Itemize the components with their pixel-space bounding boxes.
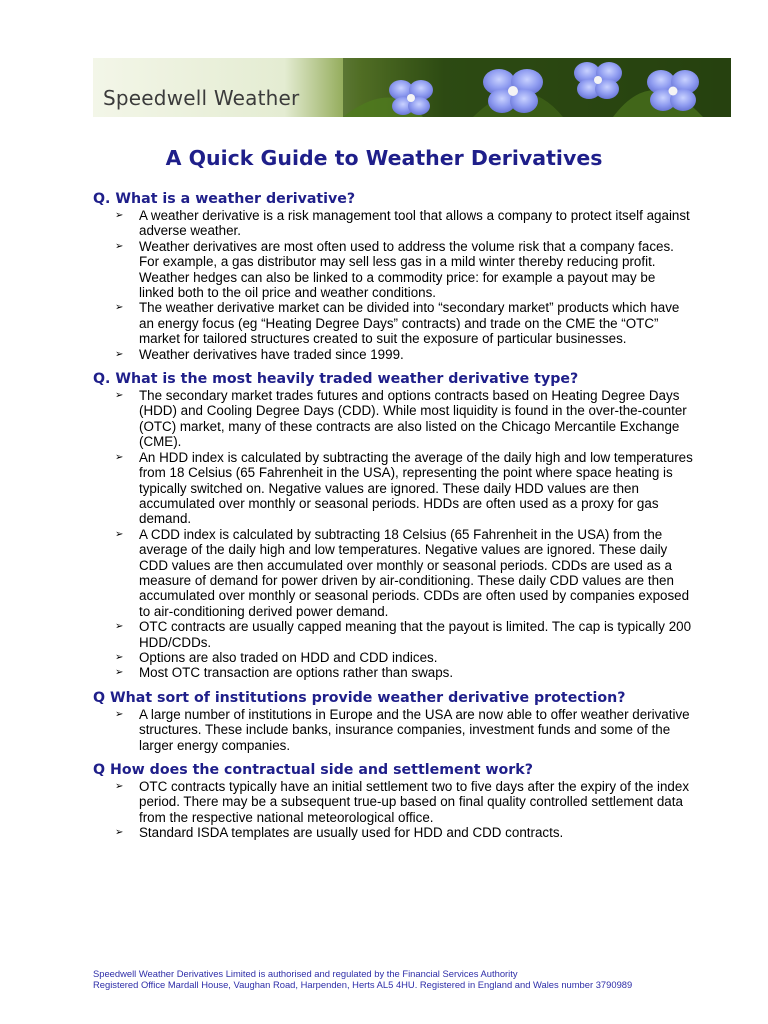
list-item-text: The weather derivative market can be divided into “secondary market” products which have an energy focus (eg “Heating Degree Days” contracts) and trade on the CME the “OTC” market for tailored structures created to suit the exposure of particular businesses. — [139, 300, 680, 347]
list-item-text: The secondary market trades futures and options contracts based on Heating Degree Days (HDD) and Cooling Degree Days (CDD). While most liquidity is found in the over-the-counter (OTC) market, many of these contracts are also listed on the Chicago Mercantile Exchange (CME). — [139, 388, 687, 450]
arrow-bullet-icon: ➢ — [115, 302, 124, 314]
list-item — [93, 347, 693, 362]
list-item — [93, 619, 693, 650]
list-item-text: An HDD index is calculated by subtracting the average of the daily high and low temperatures from 18 Celsius (65 Fahrenheit in the USA), representing the point where space heating is typically switched on. Negative values are ignored. These daily HDD values are then accumulated over monthly or seasonal periods. HDDs are often used as a proxy for gas demand. — [139, 449, 693, 527]
arrow-bullet-icon: ➢ — [115, 390, 124, 402]
header-banner — [93, 58, 731, 117]
list-item — [93, 665, 693, 680]
question-heading: Q What sort of institutions provide weather derivative protection? — [93, 689, 626, 706]
regulatory-notice: Speedwell Weather Derivatives Limited is authorised and regulated by the Financial Services Authority — [93, 968, 518, 979]
list-item-text: A CDD index is calculated by subtracting 18 Celsius (65 Fahrenheit in the USA) from the average of the daily high and low temperatures. Negative values are ignored. These daily CDD values are then accumulated over monthly or seasonal periods. CDDs are used as a measure of demand for power driven by air-conditioning. These daily CDD values are then accumulated over monthly or seasonal periods. CDDs are often used by companies exposed to air-conditioning derived power demand. — [139, 526, 690, 619]
arrow-bullet-icon: ➢ — [115, 451, 124, 463]
arrow-bullet-icon: ➢ — [115, 210, 124, 221]
answer-list — [93, 208, 693, 362]
arrow-bullet-icon: ➢ — [115, 781, 124, 792]
list-item-text: OTC contracts typically have an initial settlement two to five days after the expiry of the index period. There may be a subsequent true-up based on final quality controlled settlement data from the respective national meteorological office. — [139, 779, 690, 825]
list-item — [93, 239, 693, 301]
faq-section — [93, 191, 693, 362]
list-item-text: OTC contracts are usually capped meaning that the payout is limited. The cap is typically 200 HDD/CDDs. — [139, 619, 692, 650]
list-item-text: Weather derivatives have traded since 1999. — [139, 346, 404, 362]
list-item-text: Standard ISDA templates are usually used for HDD and CDD contracts. — [139, 825, 564, 841]
question-heading: Q How does the contractual side and settlement work? — [93, 762, 533, 778]
arrow-bullet-icon: ➢ — [115, 651, 124, 663]
list-item — [93, 208, 693, 239]
arrow-bullet-icon: ➢ — [115, 708, 124, 720]
brand-name: Speedwell Weather — [103, 86, 300, 110]
arrow-bullet-icon: ➢ — [115, 827, 124, 839]
faq-section — [93, 371, 693, 681]
list-item-text: Weather derivatives are most often used to address the volume risk that a company faces. For example, a gas distributor may sell less gas in a mild winter thereby reducing profit. Weather hedges can also be linked to a commodity price: for example a payout may be linked both to the oil price and weather conditions. — [139, 238, 674, 301]
list-item — [93, 825, 693, 840]
arrow-bullet-icon: ➢ — [115, 621, 124, 633]
question-heading: Q. What is a weather derivative? — [93, 191, 356, 207]
list-item — [93, 300, 693, 346]
list-item-text: A weather derivative is a risk management tool that allows a company to protect itself against adverse weather. — [139, 208, 690, 239]
list-item-text: Most OTC transaction are options rather than swaps. — [139, 665, 454, 681]
arrow-bullet-icon: ➢ — [115, 528, 124, 540]
list-item — [93, 527, 693, 619]
list-item — [93, 388, 693, 450]
answer-list — [93, 707, 693, 753]
faq-section — [93, 690, 693, 753]
list-item — [93, 450, 693, 527]
list-item — [93, 707, 693, 753]
question-heading: Q. What is the most heavily traded weather derivative type? — [93, 371, 579, 388]
list-item — [93, 650, 693, 665]
registered-office: Registered Office Mardall House, Vaughan Road, Harpenden, Herts AL5 4HU. Registered in England and Wales number 3790989 — [93, 979, 633, 990]
list-item — [93, 779, 693, 825]
arrow-bullet-icon: ➢ — [115, 240, 124, 252]
list-item-text: Options are also traded on HDD and CDD indices. — [139, 649, 438, 665]
faq-section — [93, 762, 693, 841]
answer-list — [93, 779, 693, 841]
answer-list — [93, 388, 693, 681]
document-body — [93, 191, 693, 850]
arrow-bullet-icon: ➢ — [115, 348, 124, 360]
page-title: A Quick Guide to Weather Derivatives — [165, 146, 603, 170]
page-footer — [93, 968, 693, 990]
arrow-bullet-icon: ➢ — [115, 667, 124, 679]
list-item-text: A large number of institutions in Europe and the USA are now able to offer weather derivative structures. These include banks, insurance companies, investment funds and some of the larger energy companies. — [139, 706, 690, 753]
